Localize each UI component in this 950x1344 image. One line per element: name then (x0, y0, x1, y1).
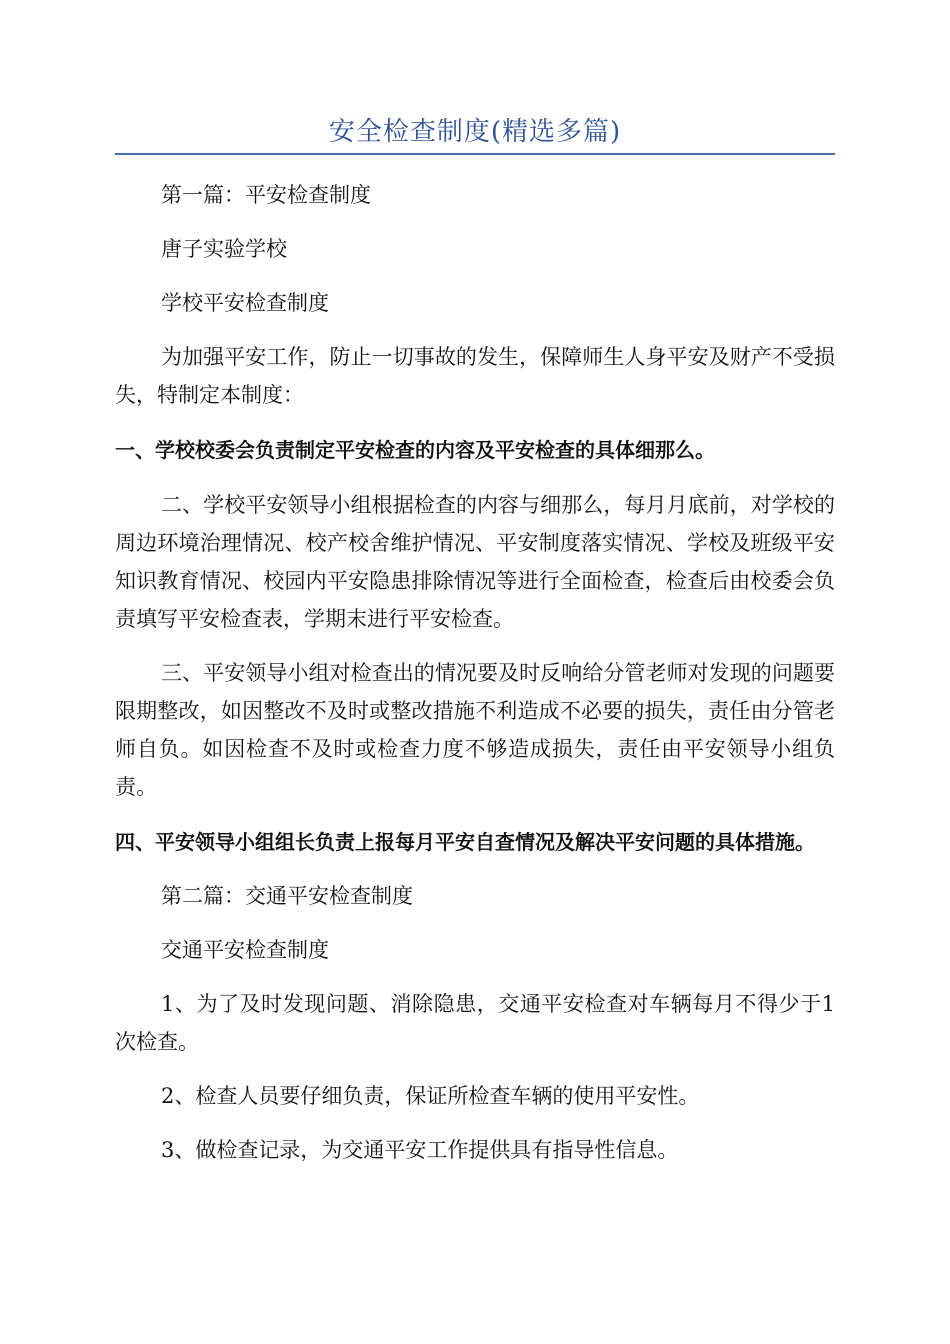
traffic-clause-2: 2、检查人员要仔细负责，保证所检查车辆的使用平安性。 (161, 1084, 700, 1108)
section-heading-1: 第一篇：平安检查制度 (161, 183, 371, 207)
clause-4: 四、平安领导小组组长负责上报每月平安自查情况及解决平安问题的具体措施。 (115, 830, 815, 854)
clause-1: 一、学校校委会负责制定平安检查的内容及平安检查的具体细那么。 (115, 438, 715, 462)
section-heading-2: 第二篇：交通平安检查制度 (161, 884, 413, 908)
traffic-clause-3: 3、做检查记录，为交通平安工作提供具有指导性信息。 (161, 1138, 679, 1162)
regulation-title-1: 学校平安检查制度 (161, 291, 329, 315)
clause-2: 二、学校平安领导小组根据检查的内容与细那么，每月月底前，对学校的周边环境治理情况、校产校舍维护情况、平安制度落实情况、学校及班级平安知识教育情况、校园内平安隐患排除情况等进行全面检查，检查后由校委会负责填写平安检查表，学期末进行平安检查。 (115, 493, 835, 631)
document-body (115, 176, 835, 1169)
school-name: 唐子实验学校 (161, 237, 287, 261)
title-underline (115, 153, 835, 155)
intro-paragraph: 为加强平安工作，防止一切事故的发生，保障师生人身平安及财产不受损失，特制定本制度： (115, 345, 835, 407)
document-title: 安全检查制度(精选多篇) (328, 117, 622, 147)
clause-3: 三、平安领导小组对检查出的情况要及时反响给分管老师对发现的问题要限期整改，如因整改不及时或整改措施不利造成不必要的损失，责任由分管老师自负。如因检查不及时或检查力度不够造成损失，责任由平安领导小组负责。 (115, 661, 835, 799)
traffic-clause-1: 1、为了及时发现问题、消除隐患，交通平安检查对车辆每月不得少于1次检查。 (115, 992, 835, 1054)
regulation-title-2: 交通平安检查制度 (161, 938, 329, 962)
